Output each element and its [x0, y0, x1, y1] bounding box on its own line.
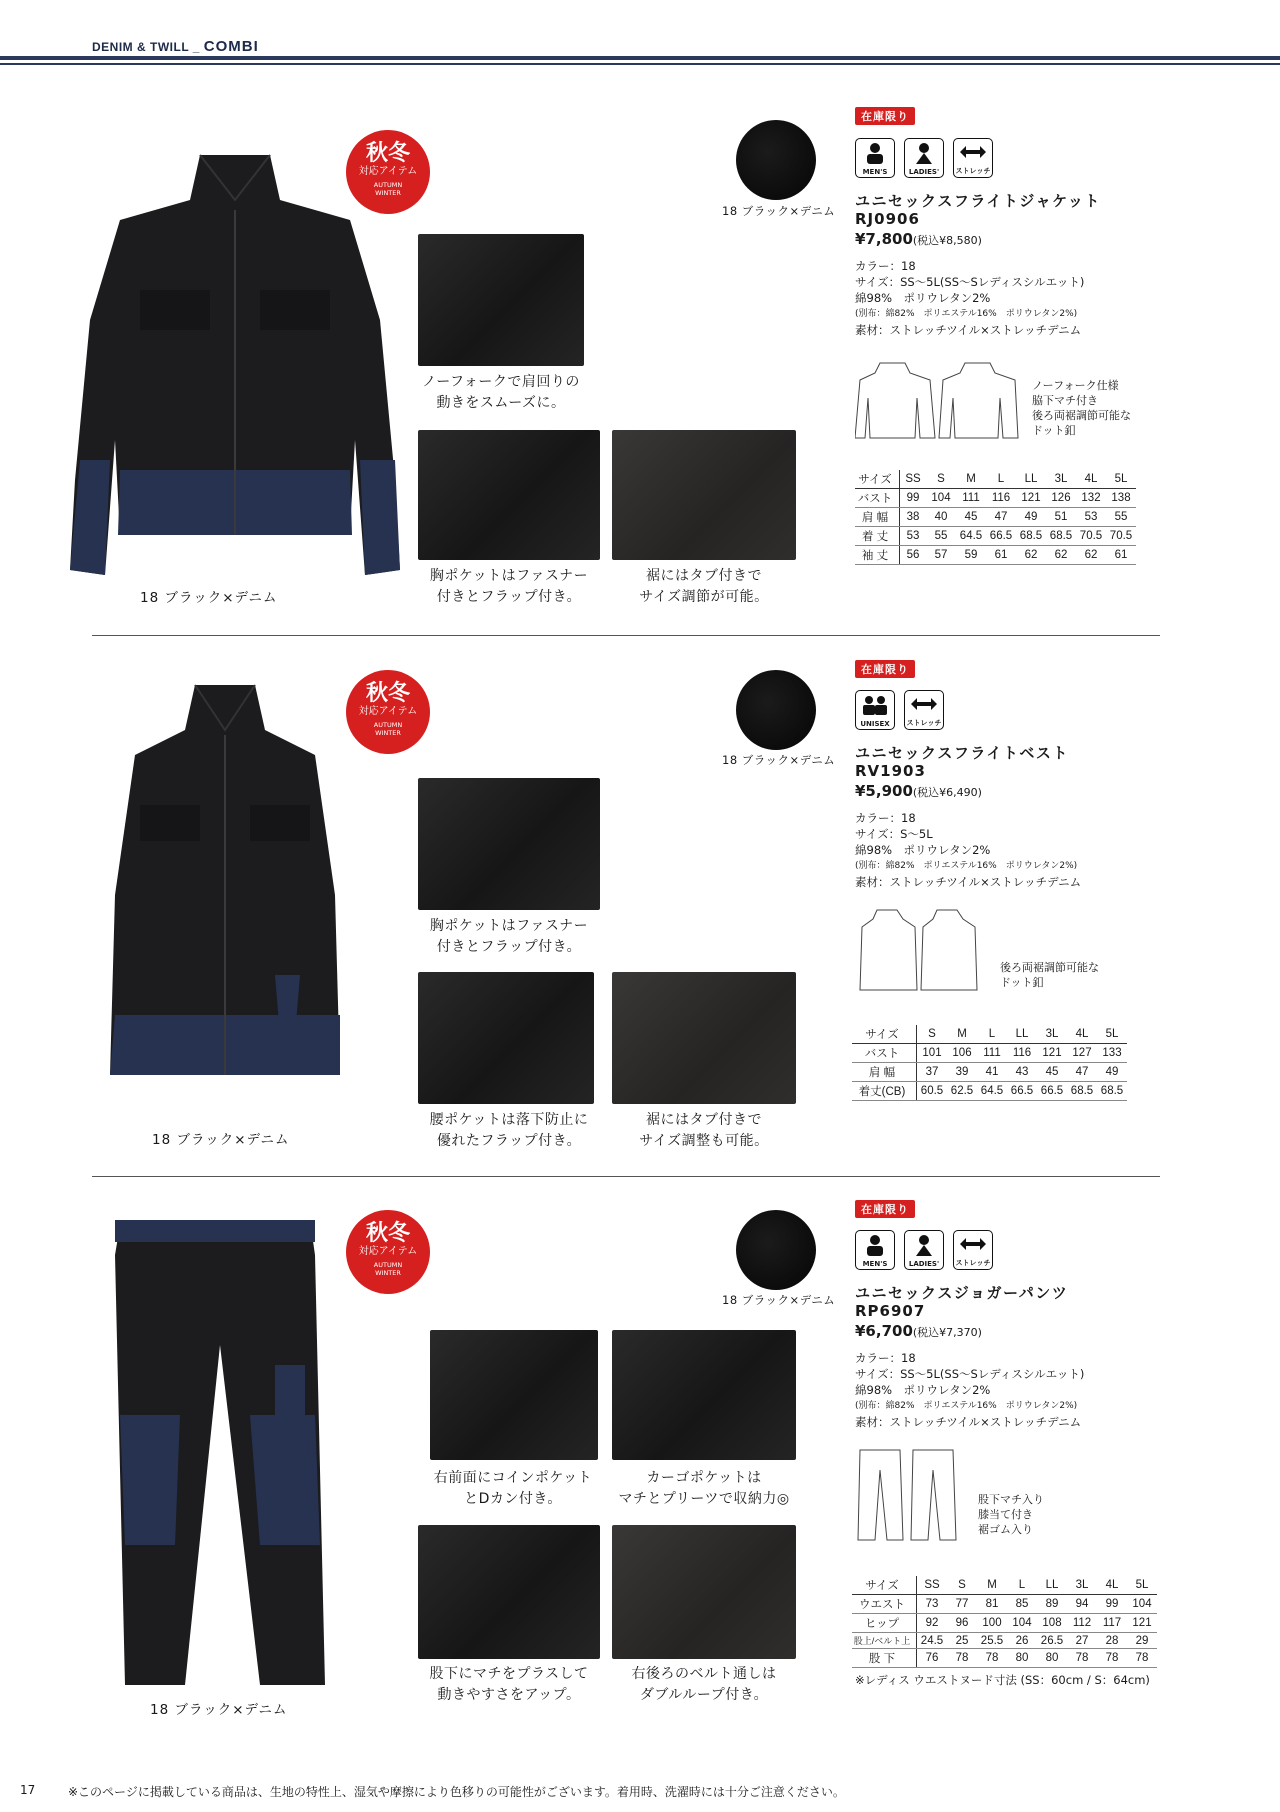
- section-divider: [92, 635, 1160, 636]
- footer-notice: ※このページに掲載している商品は、生地の特性上、湿気や摩擦により色移りの可能性がございます。着用時、洗濯時には十分ご注意ください。: [68, 1785, 845, 1799]
- main-color-caption: 18 ブラック×デニム: [140, 590, 278, 606]
- detail-photo-coin-pocket: [430, 1330, 598, 1460]
- stock-tag: 在庫限り: [855, 107, 915, 125]
- product-price: ¥6,700(税込¥7,370): [855, 1322, 982, 1340]
- detail-caption: カーゴポケットは マチとプリーツで収納力◎: [618, 1470, 790, 1507]
- detail-caption: ノーフォークで肩回りの 動きをスムーズに。: [422, 374, 580, 411]
- size-row: 股 下 76 78 78 80 80 78 78 78: [852, 1649, 1157, 1668]
- feature-list: ノーフォーク仕様 脇下マチ付き 後ろ両裾調節可能な ドット釦: [1032, 379, 1131, 437]
- size-row: 股上/ベルト上 24.5 25 25.5 26 26.5 27 28 29: [852, 1633, 1157, 1649]
- size-header-row: サイズ S M L LL 3L 4L 5L: [852, 1025, 1127, 1044]
- size-row: ヒップ 92 96 100 104 108 112 117 121: [852, 1614, 1157, 1633]
- product-code: RP6907: [855, 1302, 926, 1320]
- detail-photo-belt-loop: [612, 1525, 796, 1659]
- badge-season: 秋冬: [365, 1221, 410, 1246]
- jacket-main-photo: [60, 140, 405, 580]
- series-big: COMBI: [203, 38, 259, 55]
- mens-icon: [855, 138, 895, 178]
- stretch-icon: [953, 138, 993, 178]
- product-price: ¥5,900(税込¥6,490): [855, 782, 982, 800]
- vest-line-drawing: [855, 905, 985, 995]
- detail-photo-waist-pocket: [418, 972, 594, 1104]
- icon-label: MEN'S: [862, 168, 888, 176]
- detail-photo-shoulder: [418, 234, 584, 366]
- size-table: [855, 470, 1136, 565]
- detail-caption: 右後ろのベルト通しは ダブルループ付き。: [631, 1666, 777, 1703]
- badge-season: 秋冬: [365, 681, 410, 706]
- icon-label: ストレッチ: [906, 719, 942, 727]
- icon-label: MEN'S: [862, 1260, 888, 1268]
- color-swatch: [736, 1210, 816, 1290]
- header-rule: [0, 56, 1280, 60]
- pants-line-drawing: [855, 1445, 965, 1545]
- badge-label: 対応アイテム: [358, 166, 418, 177]
- product-price: ¥7,800(税込¥8,580): [855, 230, 982, 248]
- badge-en: AUTUMN WINTER: [373, 181, 403, 197]
- ladies-icon: [904, 1230, 944, 1270]
- product-name: ユニセックスフライトジャケット: [855, 192, 1101, 210]
- main-color-caption: 18 ブラック×デニム: [150, 1702, 288, 1718]
- detail-caption: 胸ポケットはファスナー 付きとフラップ付き。: [429, 918, 589, 955]
- badge-season: 秋冬: [365, 141, 410, 166]
- product-code: RJ0906: [855, 210, 920, 228]
- size-header-row: サイズ SS S M L LL 3L 4L 5L: [852, 1576, 1157, 1595]
- detail-caption: 裾にはタブ付きで サイズ調節が可能。: [639, 568, 769, 605]
- detail-photo-gusset: [418, 1525, 600, 1659]
- mens-icon: [855, 1230, 895, 1270]
- series-small: DENIM & TWILL _: [92, 40, 204, 54]
- product-name: ユニセックスジョガーパンツ: [855, 1284, 1069, 1302]
- stock-tag: 在庫限り: [855, 660, 915, 678]
- stock-tag: 在庫限り: [855, 1200, 915, 1218]
- color-swatch: [736, 670, 816, 750]
- product-name: ユニセックスフライトベスト: [855, 744, 1069, 762]
- size-row: 着丈(CB) 60.5 62.5 64.5 66.5 66.5 68.5 68.5: [852, 1082, 1127, 1101]
- size-row: 肩 幅 37 39 41 43 45 47 49: [852, 1063, 1127, 1082]
- autumn-winter-badge: [346, 670, 430, 754]
- feature-list: 股下マチ入り 膝当て付き 裾ゴム入り: [978, 1493, 1044, 1536]
- page-number: 17: [20, 1783, 36, 1797]
- swatch-caption: 18 ブラック×デニム: [722, 1293, 836, 1307]
- detail-photo-chest-pocket: [418, 778, 600, 910]
- size-note: ※レディス ウエストヌード寸法 (SS：60cm / S：64cm): [855, 1673, 1150, 1687]
- jacket-line-drawing: [855, 358, 1020, 443]
- color-swatch: [736, 120, 816, 200]
- detail-caption: 腰ポケットは落下防止に 優れたフラップ付き。: [429, 1112, 589, 1149]
- badge-label: 対応アイテム: [358, 706, 418, 717]
- product-spec: カラー：18 サイズ：S〜5L 綿98% ポリウレタン2% (別布：綿82% ポリエステル16% ポリウレタン2%) 素材：ストレッチツイル×ストレッチデニム: [855, 811, 1082, 889]
- size-table: [852, 1576, 1157, 1668]
- vest-main-photo: [100, 675, 350, 1115]
- detail-photo-chest-pocket: [418, 430, 600, 560]
- badge-label: 対応アイテム: [358, 1246, 418, 1257]
- stretch-icon: [953, 1230, 993, 1270]
- autumn-winter-badge: [346, 1210, 430, 1294]
- icon-label: ストレッチ: [955, 1259, 991, 1267]
- size-row: バスト 101 106 111 116 121 127 133: [852, 1044, 1127, 1063]
- size-header-row: サイズ SS S M L LL 3L 4L 5L: [855, 470, 1136, 489]
- badge-en: AUTUMN WINTER: [373, 721, 403, 737]
- swatch-caption: 18 ブラック×デニム: [722, 753, 836, 767]
- autumn-winter-badge: [346, 130, 430, 214]
- series-title: [92, 38, 259, 55]
- pants-main-photo: [110, 1215, 330, 1695]
- product-spec: カラー：18 サイズ：SS〜5L(SS〜Sレディスシルエット) 綿98% ポリウレタン2% (別布：綿82% ポリエステル16% ポリウレタン2%) 素材：ストレッチツイル×ストレッチデニム: [855, 259, 1085, 337]
- size-row: 袖 丈 56 57 59 61 62 62 62 61: [855, 546, 1136, 565]
- feature-list: 後ろ両裾調節可能な ドット釦: [1000, 961, 1099, 989]
- detail-caption: 裾にはタブ付きで サイズ調整も可能。: [639, 1112, 769, 1149]
- product-code: RV1903: [855, 762, 926, 780]
- detail-caption: 股下にマチをプラスして 動きやすさをアップ。: [429, 1666, 589, 1703]
- size-row: 着 丈 53 55 64.5 66.5 68.5 68.5 70.5 70.5: [855, 527, 1136, 546]
- size-row: バスト 99 104 111 116 121 126 132 138: [855, 489, 1136, 508]
- detail-photo-cargo-pocket: [612, 1330, 796, 1460]
- detail-caption: 胸ポケットはファスナー 付きとフラップ付き。: [429, 568, 589, 605]
- detail-photo-hem-tab: [612, 972, 796, 1104]
- stretch-icon: [904, 690, 944, 730]
- badge-en: AUTUMN WINTER: [373, 1261, 403, 1277]
- icon-label: UNISEX: [860, 720, 890, 728]
- icon-label: LADIES': [908, 1260, 940, 1268]
- icon-label: ストレッチ: [955, 167, 991, 175]
- detail-photo-hem-tab: [612, 430, 796, 560]
- size-row: 肩 幅 38 40 45 47 49 51 53 55: [855, 508, 1136, 527]
- section-divider: [92, 1176, 1160, 1177]
- detail-caption: 右前面にコインポケット とDカン付き。: [433, 1470, 593, 1507]
- size-row: ウエスト 73 77 81 85 89 94 99 104: [852, 1595, 1157, 1614]
- icon-label: LADIES': [908, 168, 940, 176]
- ladies-icon: [904, 138, 944, 178]
- size-table: [852, 1025, 1127, 1101]
- unisex-icon: [855, 690, 895, 730]
- header-rule-thin: [0, 63, 1280, 65]
- swatch-caption: 18 ブラック×デニム: [722, 204, 836, 218]
- product-spec: カラー：18 サイズ：SS〜5L(SS〜Sレディスシルエット) 綿98% ポリウレタン2% (別布：綿82% ポリエステル16% ポリウレタン2%) 素材：ストレッチツイル×ストレッチデニム: [855, 1351, 1085, 1429]
- main-color-caption: 18 ブラック×デニム: [152, 1132, 290, 1148]
